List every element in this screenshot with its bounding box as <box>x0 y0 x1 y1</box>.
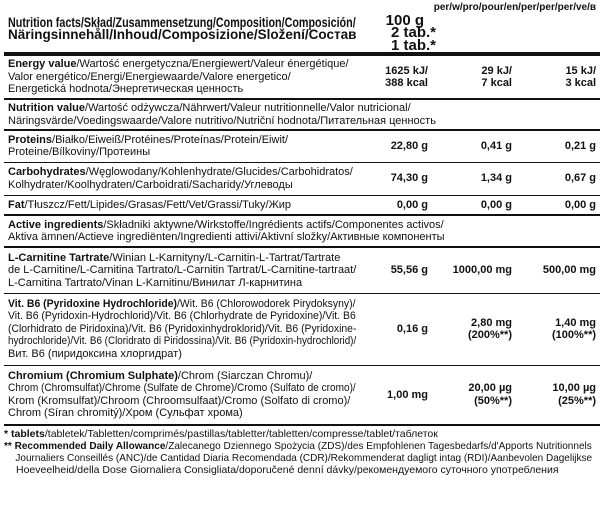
proteins-label: Proteins/Białko/Eiweiß/Protéines/Proteínas/Protein/Eiwit/ Proteine/Bílkoviny/Протеины <box>4 130 360 162</box>
fat-2-tablets: 0,00 g <box>432 195 516 215</box>
fat-label: Fat/Tłuszcz/Fett/Lipides/Grasas/Fett/Vet/Grassi/Tuky/Жир <box>4 195 360 215</box>
carnitine-1-tablet: 500,00 mg <box>516 247 600 293</box>
carbohydrates-row <box>4 162 600 195</box>
per-label: per/w/pro/pour/en/per/per/per/ve/в <box>433 2 597 13</box>
vitamin-b6-label: Vit. B6 (Pyridoxine Hydrochloride)/Wit. B6 (Chlorowodorek Pirydoksyny)/ Vit. B6 (Pyridoxin-Hydrochlorid)/Vit. B6 (Chlorhydrate de Pyridoxine)/Vit. B6 (Clorhidrato de Piridoxina)/Vit. B6 (Pyridoxinhydroklorid)/Vit. B6 (Pyridoxine- hydrochloride)/Vit. B6 (Cloridrato di Piridossina)/Vit. B6 (Pyridoxin-hydrochlorid)/ Вит. В6 (пиридоксина хлоргидрат) <box>4 293 360 365</box>
active-ingredients-row <box>4 215 600 247</box>
carnitine-row <box>4 247 600 293</box>
carnitine-100g: 55,56 g <box>360 247 432 293</box>
column-header-2-tablets: 2 tab.* <box>390 24 436 41</box>
carbohydrates-2-tablets: 1,34 g <box>432 162 516 195</box>
footnote-rda-line-2: Journaliers Conseillés (ANC)/de Cantidad Diaria Recomendada (CDR)/Rekommenderat dagligt intag (RDI)/Aanbevolen Dagelijkse <box>15 452 593 464</box>
title-line-2: Näringsinnehåll/Inhoud/Composizione/Složení/Состав <box>8 26 357 42</box>
fat-1-tablet: 0,00 g <box>516 195 600 215</box>
chromium-1-tablet: 10,00 µg (25%**) <box>516 365 600 425</box>
proteins-row <box>4 130 600 162</box>
nutrition-value-row <box>4 99 600 130</box>
proteins-2-tablets: 0,41 g <box>432 130 516 162</box>
header-row <box>4 2 600 54</box>
title: Nutrition facts/Skład/Zusammensetzung/Composition/Composición/ <box>8 13 356 30</box>
nutrition-table <box>4 2 600 426</box>
chromium-100g: 1,00 mg <box>360 365 432 425</box>
chromium-2-tablets: 20,00 µg (50%**) <box>432 365 516 425</box>
vitamin-b6-2-tablets: 2,80 mg (200%**) <box>432 293 516 365</box>
column-header-100g: 100 g <box>385 11 424 29</box>
carbohydrates-1-tablet: 0,67 g <box>516 162 600 195</box>
column-header-1-tablet: 1 tab.* <box>390 36 436 54</box>
energy-label: Energy value/Wartość energetyczna/Energiewert/Valeur énergétique/ Valor energético/Energi/Energiewaarde/Valore energetico/ Energetická hodnota/Энергетическая ценность <box>4 54 360 99</box>
fat-row <box>4 195 600 215</box>
vitamin-b6-1-tablet: 1,40 mg (100%**) <box>516 293 600 365</box>
proteins-1-tablet: 0,21 g <box>516 130 600 162</box>
nutrition-value-label: Nutrition value/Wartość odżywcza/Nährwert/Valeur nutritionnelle/Valor nutricional/ Näringsvärde/Voedingswaarde/Valore nutritivo/Nutriční hodnota/Питательная ценность <box>4 99 600 130</box>
fat-100g: 0,00 g <box>360 195 432 215</box>
chromium-label: Chromium (Chromium Sulphate)/Chrom (Siarczan Chromu)/ Chrom (Chromsulfat)/Chrome (Sulfate de Chrome)/Cromo (Sulfato de cromo)/ Krom (Kromsulfat)/Chroom (Chroomsulfaat)/Cromo (Solfato di cromo)/ Chrom (Síran chromitý)/Хром (Сульфат хрома) <box>4 365 360 425</box>
proteins-100g: 22,80 g <box>360 130 432 162</box>
footnotes <box>4 428 600 476</box>
carbohydrates-100g: 74,30 g <box>360 162 432 195</box>
active-ingredients-label: Active ingredients/Składniki aktywne/Wirkstoffe/Ingrédients actifs/Componentes activos/ Aktiva ämnen/Actieve ingrediënten/Ingredienti attivi/Aktivní složky/Активные компоненты <box>4 215 600 247</box>
energy-1-tablet: 15 kJ/ 3 kcal <box>516 54 600 99</box>
energy-2-tablets: 29 kJ/ 7 kcal <box>432 54 516 99</box>
vitamin-b6-100g: 0,16 g <box>360 293 432 365</box>
footnote-tablets: * tablets/tabletek/Tabletten/comprimés/pastillas/tabletter/tabletten/compresse/tablet/таблеток <box>4 428 438 440</box>
energy-row <box>4 54 600 99</box>
chromium-row <box>4 365 600 425</box>
footnote-rda: ** Recommended Daily Allowance/Zalecanego Dziennego Spożycia (ZDS)/des Empfohlenen Tagesbedarfs/d'Apports Nutritionnels <box>4 440 592 452</box>
vitamin-b6-row <box>4 293 600 365</box>
energy-100g: 1625 kJ/ 388 kcal <box>360 54 432 99</box>
nutrition-facts-panel <box>4 2 600 476</box>
carnitine-label: L-Carnitine Tartrate/Winian L-Karnityny/L-Carnitin-L-Tartrat/Tartrate de L-Carnitine/L-Carnitina Tartrato/L-Carnitin Tartrat/L-Carnitine-tartraat/ L-Carnitina Tartrato/Vinan L-Karnitinu/Винилат Л-карнитина <box>4 247 360 293</box>
footnote-rda-line-3: Hoeveelheid/della Dose Giornaliera Consigliata/doporučené denní dávky/рекомендуемого суточного употребления <box>16 464 559 476</box>
carnitine-2-tablets: 1000,00 mg <box>432 247 516 293</box>
carbohydrates-label: Carbohydrates/Węglowodany/Kohlenhydrate/Glucides/Carbohidratos/ Kolhydrater/Koolhydraten/Carboidrati/Sacharidy/Углеводы <box>4 162 360 195</box>
